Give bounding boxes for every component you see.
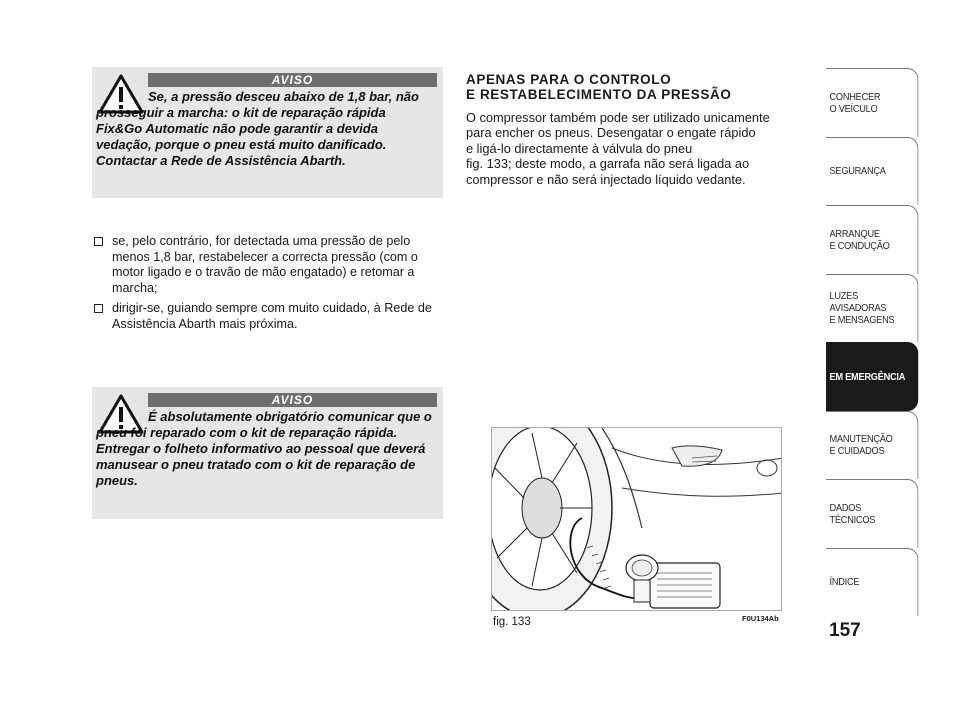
figure-caption: fig. 133 [493, 616, 531, 628]
checkbox-bullet-icon [94, 304, 103, 313]
warning-label: AVISO [148, 73, 437, 87]
warning-text: É absolutamente obrigatório comunicar que o pneu foi reparado com o kit de reparação rápida. Entregar o folheto informativo ao pessoal que deverá manusear o pneu tratado com o kit de reparação de pneus. [96, 409, 432, 488]
tab-indice[interactable]: ÍNDICE [826, 548, 918, 617]
warning-box-1 [92, 67, 443, 198]
tab-arranque-e-conducao[interactable]: ARRANQUE E CONDUÇÃO [826, 205, 918, 274]
section-title: APENAS PARA O CONTROLO E RESTABELECIMENTO DA PRESSÃO [466, 72, 732, 102]
tab-conhecer-o-veiculo[interactable]: CONHECER O VEÍCULO [826, 68, 918, 137]
list-item: dirigir-se, guiando sempre com muito cuidado, à Rede de Assistência Abarth mais próxima. [92, 301, 442, 332]
tab-manutencao-e-cuidados[interactable]: MANUTENÇÃO E CUIDADOS [826, 411, 918, 480]
warning-text: Se, a pressão desceu abaixo de 1,8 bar, não prosseguir a marcha: o kit de reparação rápida Fix&Go Automatic não pode garantir a devida vedação, porque o pneu está muito danificado. Contactar a Rede de Assistência Abarth. [96, 89, 419, 168]
tab-luzes-avisadoras[interactable]: LUZES AVISADORAS E MENSAGENS [826, 274, 918, 343]
list-item: se, pelo contrário, for detectada uma pressão de pelo menos 1,8 bar, restabelecer a correcta pressão (com o motor ligado e o travão de mão engatado) e retomar a marcha; [92, 234, 442, 296]
warning-box-2 [92, 387, 443, 519]
figure-compressor-illustration [491, 427, 782, 611]
tab-em-emergencia[interactable]: EM EMERGÊNCIA [826, 342, 918, 411]
section-body: O compressor também pode ser utilizado unicamente para encher os pneus. Desengatar o engate rápido e ligá-lo directamente à válvula do pneu fig. 133; deste modo, a garrafa não será ligada ao compressor e não será injectado líquido vedante. [466, 110, 770, 187]
figure-code: F0U134Ab [742, 614, 779, 623]
tab-seguranca[interactable]: SEGURANÇA [826, 137, 918, 206]
tab-dados-tecnicos[interactable]: DADOS TÉCNICOS [826, 479, 918, 548]
bullet-list [92, 234, 442, 338]
page-number: 157 [829, 620, 861, 641]
compressor-tire-illustration [492, 428, 782, 611]
warning-label: AVISO [148, 393, 437, 407]
chapter-tabs [826, 68, 918, 616]
checkbox-bullet-icon [94, 237, 103, 246]
